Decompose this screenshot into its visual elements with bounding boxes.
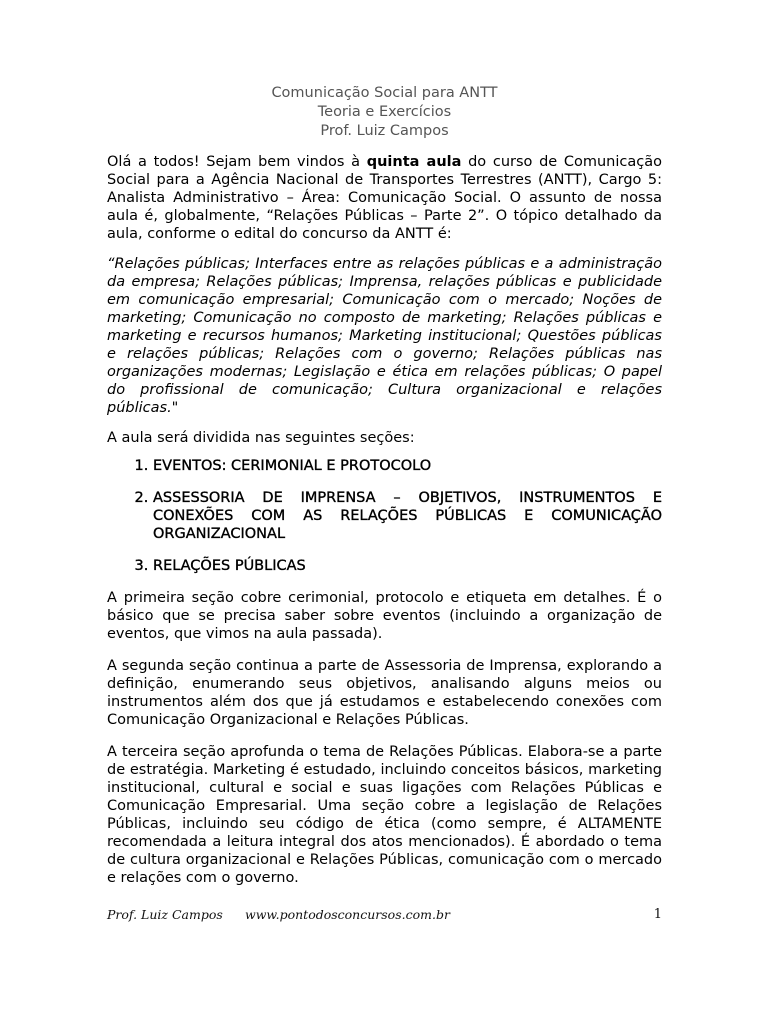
paragraph-second-section: A segunda seção continua a parte de Assessoria de Imprensa, explorando a definição, enumerando seus objetivos, analisando alguns meios ou instrumentos além dos que já estudamos e estabelecendo conexões com Comunicação Organizacional e Relações Públicas.: [107, 658, 662, 728]
page-number: 1: [653, 907, 662, 922]
section-item: 3. RELAÇÕES PÚBLICAS: [153, 557, 662, 575]
section-item: 2. ASSESSORIA DE IMPRENSA – OBJETIVOS, INSTRUMENTOS E CONEXÕES COM AS RELAÇÕES PÚBLICAS E COMUNICAÇÃO ORGANIZACIONAL: [153, 489, 662, 543]
document-header: [107, 84, 662, 141]
syllabus-quote: “Relações públicas; Interfaces entre as relações públicas e a administração da empresa; Relações públicas; Imprensa, relações públicas e publicidade em comunicação empresarial; Comunicação com o mercado; Noções de marketing; Comunicação no composto de marketing; Relações públicas e marketing e recursos humanos; Marketing institucional; Questões públicas e relações públicas; Relações com o governo; Relações públicas nas organizações modernas; Legislação e ética em relações públicas; O papel do profissional de comunicação; Cultura organizacional e relações públicas.": [107, 256, 662, 416]
footer-url: www.pontodosconcursos.com.br: [245, 907, 450, 922]
intro-bold-text: quinta aula: [366, 154, 462, 170]
course-subtitle: Teoria e Exercícios: [317, 104, 452, 120]
footer-author: Prof. Luiz Campos: [107, 907, 223, 922]
professor-name: Prof. Luiz Campos: [320, 123, 449, 139]
sections-intro: A aula será dividida nas seguintes seções:: [107, 430, 415, 446]
intro-paragraph: [107, 153, 662, 243]
paragraph-third-section: A terceira seção aprofunda o tema de Relações Públicas. Elabora-se a parte de estratégia. Marketing é estudado, incluindo conceitos básicos, marketing institucional, cultural e social e suas ligações com Relações Públicas e Comunicação Empresarial. Uma seção cobre a legislação de Relações Públicas, incluindo seu código de ética (como sempre, é ALTAMENTE recomendada a leitura integral dos atos mencionados). É abordado o tema de cultura organizacional e Relações Públicas, comunicação com o mercado e relações com o governo.: [107, 744, 662, 886]
section-item: 1. EVENTOS: CERIMONIAL E PROTOCOLO: [153, 457, 662, 475]
course-title: Comunicação Social para ANTT: [271, 85, 498, 101]
document-page: [107, 84, 662, 887]
sections-list: [107, 457, 662, 575]
intro-text-start: Olá a todos! Sejam bem vindos à: [107, 154, 367, 170]
intro-text-end: do curso de Comunicação Social para a Agência Nacional de Transportes Terrestres (ANTT), Cargo 5: Analista Administrativo – Área: Comunicação Social. O assunto de nossa aula é, globalmente, “Relações Públicas – Parte 2”. O tópico detalhado da aula, conforme o edital do concurso da ANTT é:: [107, 154, 662, 242]
paragraph-first-section: A primeira seção cobre cerimonial, protocolo e etiqueta em detalhes. É o básico que se precisa saber sobre eventos (incluindo a organização de eventos, que vimos na aula passada).: [107, 590, 662, 642]
